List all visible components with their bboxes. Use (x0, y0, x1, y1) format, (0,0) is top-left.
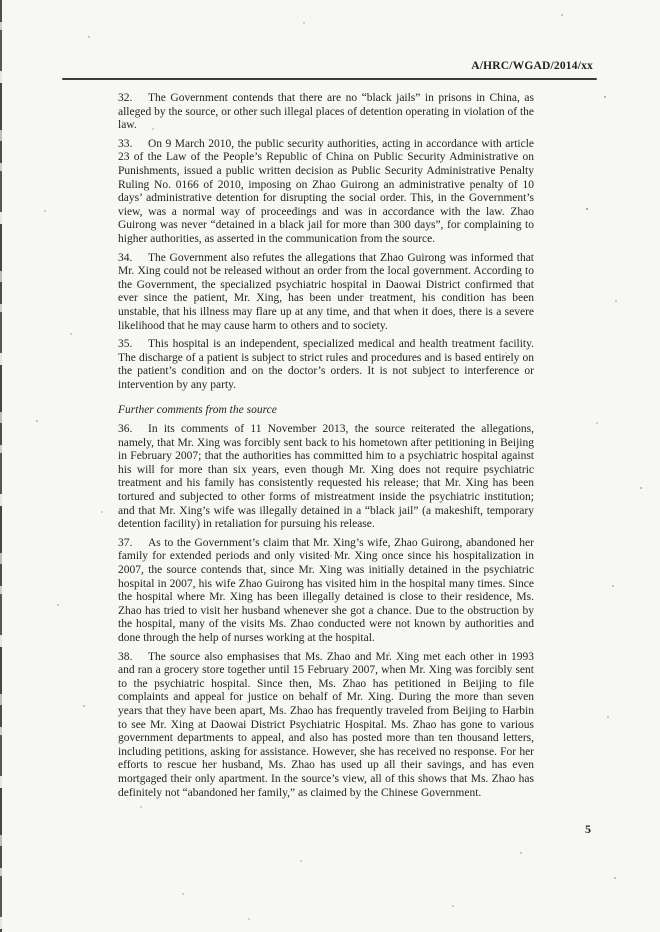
paragraph-number: 35. (118, 338, 133, 351)
paragraph-number: 37. (118, 536, 133, 549)
paragraph-number: 34. (118, 251, 133, 264)
paragraph-34 (118, 252, 534, 334)
paragraph-number: 32. (118, 92, 133, 104)
section-heading: Further comments from the source (118, 404, 277, 417)
scan-edge-artifact (0, 0, 2, 932)
paragraph-38 (118, 651, 534, 801)
paragraph-text: The Government contends that there are no “black jails” in prisons in China, as alleged by the source, or other such illegal places of detention operating in violation of the law. (118, 92, 534, 132)
paragraph-text: The source also emphasises that Ms. Zhao and Mr. Xing met each other in 1993 and ran a grocery store together until 15 February 2007, when Mr. Xing was forcibly sent to the psychiatric hospital. Since then, Ms. Zhao has petitioned in Beijing to file complaints and appeal for justice on behalf of Mr. Xing. During the more than seven years that they have been apart, Ms. Zhao has frequently traveled from Beijing to Harbin to see Mr. Xing at Daowai District Psychiatric Hospital. Ms. Zhao has gone to various government departments to appeal, and also has posted more than ten thousand letters, including petitions, asking for assistance. However, she has received no response. For her efforts to rescue her husband, Ms. Zhao has used up all their savings, and has even mortgaged their only apartment. In the source’s view, all of this shows that Ms. Zhao has definitely not “abandoned her family,” as claimed by the Chinese Government. (118, 650, 534, 799)
paragraph-text: On 9 March 2010, the public security authorities, acting in accordance with article 23 of the Law of the People’s Republic of China on Public Security Administrative on Punishments, issued a public written decision as Public Security Administrative Penalty Ruling No. 0166 of 2010, imposing on Zhao Guirong an administrative penalty of 10 days’ administrative detention for disrupting the social order. This, in the Government’s view, was a normal way of proceedings and was in accordance with the law. Zhao Guirong was never “detained in a black jail for more than 300 days”, for complaining to higher authorities, as asserted in the communication from the source. (118, 137, 534, 245)
paragraph-text: In its comments of 11 November 2013, the source reiterated the allegations, namely, that Mr. Xing was forcibly sent back to his hometown after petitioning in Beijing in February 2007; that the authorities has committed him to a psychiatric hospital against his will for more than six years, even though Mr. Xing does not require psychiatric treatment and his family has consistently requested his release; that Mr. Xing has been tortured and subjected to other forms of mistreatment inside the psychiatric institution; and that Mr. Xing’s wife was illegally detained in a “black jail” (a makeshift, temporary detention facility) in retaliation for pursuing his release. (118, 423, 534, 531)
paragraph-text: The Government also refutes the allegations that Zhao Guirong was informed that Mr. Xing could not be released without an order from the local government. According to the Government, the specialized psychiatric hospital in Daowai District confirmed that ever since the patient, Mr. Xing, has been under treatment, his condition has been unstable, that his illness may flare up at any time, and that when it does, there is a severe likelihood that he may cause harm to others and to society. (118, 251, 534, 332)
document-body (118, 92, 534, 805)
paragraph-number: 38. (118, 650, 133, 663)
paragraph-33 (118, 138, 534, 247)
paragraph-35 (118, 338, 534, 392)
paragraph-36 (118, 423, 534, 532)
paragraph-text: This hospital is an independent, specialized medical and health treatment facility. The discharge of a patient is subject to strict rules and procedures and is based entirely on the patient’s condition and on the doctor’s orders. It is not subject to interference or intervention by any party. (118, 338, 534, 391)
paragraph-number: 36. (118, 423, 133, 436)
page-number: 5 (585, 822, 591, 836)
document-symbol: A/HRC/WGAD/2014/xx (471, 60, 593, 72)
paragraph-number: 33. (118, 137, 133, 150)
header-rule (62, 78, 597, 80)
paragraph-37 (118, 537, 534, 646)
paragraph-32 (118, 92, 534, 133)
scan-noise-speckles (0, 0, 2, 2)
paragraph-text: As to the Government’s claim that Mr. Xing’s wife, Zhao Guirong, abandoned her family for extended periods and only visited Mr. Xing once since his hospitalization in 2007, the source contends that, since Mr. Xing was initially detained in the psychiatric hospital in 2007, his wife Zhao Guirong has visited him in the hospital many times. Since the hospital where Mr. Xing has been illegally detained is close to their residence, Ms. Zhao has tried to visit her husband whenever she got a chance. Due to the obstruction by the hospital, many of the visits Ms. Zhao conducted were not known by authorities and done through the help of nurses working at the hospital. (118, 536, 534, 644)
